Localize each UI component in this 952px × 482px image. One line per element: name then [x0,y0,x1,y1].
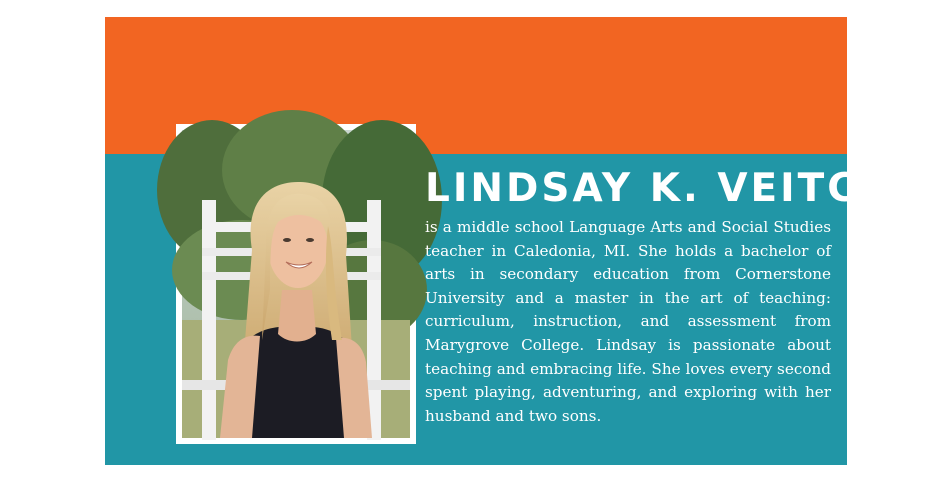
portrait-frame [176,124,416,444]
person-bio: is a middle school Language Arts and Social Studies teacher in Caledonia, MI. She holds a bachelor of arts in secondary education from Cornerstone University and a master in the art of teaching: curriculum, instruction, and assessment from Marygrove College. Lindsay is passionate about teaching and embracing life. She loves every second spent playing, adventuring, and exploring with her husband and two sons. [425,218,831,425]
person-name: LINDSAY K. VEITCH [425,166,895,211]
portrait-illustration [182,130,410,438]
profile-card [105,17,895,465]
portrait-photo [182,130,410,438]
